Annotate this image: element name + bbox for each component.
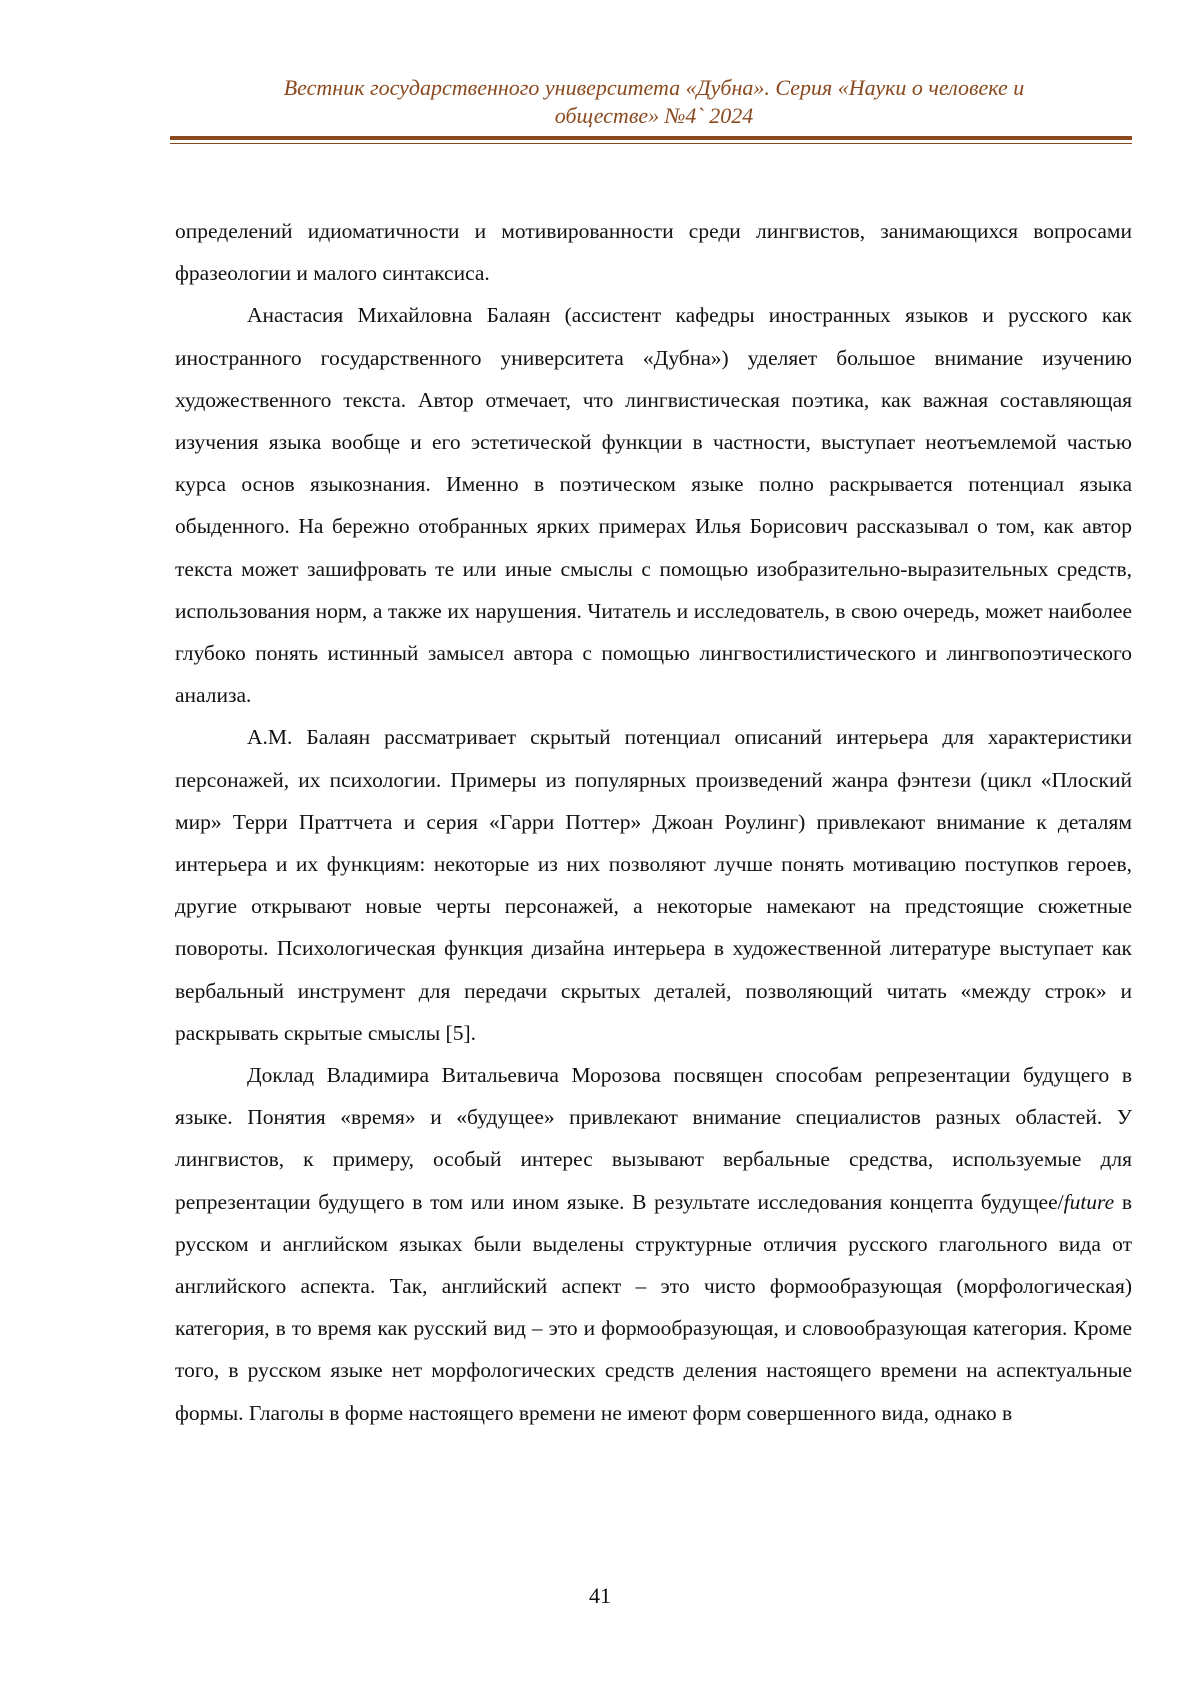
document-page <box>0 0 1200 1698</box>
paragraph-3: А.М. Балаян рассматривает скрытый потенциал описаний интерьера для характеристики персонажей, их психологии. Примеры из популярных произведений жанра фэнтези (цикл «Плоский мир» Терри Праттчета и серия «Гарри Поттер» Джоан Роулинг) привлекают внимание к деталям интерьера и их функциям: некоторые из них позволяют лучше понять мотивацию поступков героев, другие открывают новые черты персонажей, а некоторые намекают на предстоящие сюжетные повороты. Психологическая функция дизайна интерьера в художественной литературе выступает как вербальный инструмент для передачи скрытых деталей, позволяющий читать «между строк» и раскрывать скрытые смыслы [5]. <box>175 716 1132 1054</box>
paragraph-4-text-b: в русском и английском языках были выделены структурные отличия русского глагольного вида от английского аспекта. Так, английский аспект – это чисто формообразующая (морфологическая) категория, в то время как русский вид – это и формообразующая, и словообразующая категория. Кроме того, в русском языке нет морфологических средств деления настоящего времени на аспектуальные формы. Глаголы в форме настоящего времени не имеют форм совершенного вида, однако в <box>175 1190 1132 1425</box>
paragraph-4 <box>175 1054 1132 1434</box>
journal-title-line-1: Вестник государственного университета «Дубна». Серия «Науки о человеке и <box>170 74 1138 102</box>
paragraph-4-italic-term: future <box>1064 1190 1115 1214</box>
journal-running-header <box>170 74 1138 130</box>
paragraph-4-text-a: Доклад Владимира Витальевича Морозова посвящен способам репрезентации будущего в языке. Понятия «время» и «будущее» привлекают внимание специалистов разных областей. У лингвистов, к примеру, особый интерес вызывают вербальные средства, используемые для репрезентации будущего в том или ином языке. В результате исследования концепта будущее/ <box>175 1063 1132 1214</box>
page-number: 41 <box>0 1583 1200 1609</box>
paragraph-2: Анастасия Михайловна Балаян (ассистент кафедры иностранных языков и русского как иностранного государственного университета «Дубна») уделяет большое внимание изучению художественного текста. Автор отмечает, что лингвистическая поэтика, как важная составляющая изучения языка вообще и его эстетической функции в частности, выступает неотъемлемой частью курса основ языкознания. Именно в поэтическом языке полно раскрывается потенциал языка обыденного. На бережно отобранных ярких примерах Илья Борисович рассказывал о том, как автор текста может зашифровать те или иные смыслы с помощью изобразительно-выразительных средств, использования норм, а также их нарушения. Читатель и исследователь, в свою очередь, может наиболее глубоко понять истинный замысел автора с помощью лингвостилистического и лингвопоэтического анализа. <box>175 294 1132 716</box>
article-body <box>175 210 1132 1434</box>
header-divider-thick <box>170 136 1132 140</box>
header-divider-thin <box>170 143 1132 144</box>
paragraph-1: определений идиоматичности и мотивированности среди лингвистов, занимающихся вопросами фразеологии и малого синтаксиса. <box>175 210 1132 294</box>
journal-title-line-2: обществе» №4` 2024 <box>170 102 1138 130</box>
